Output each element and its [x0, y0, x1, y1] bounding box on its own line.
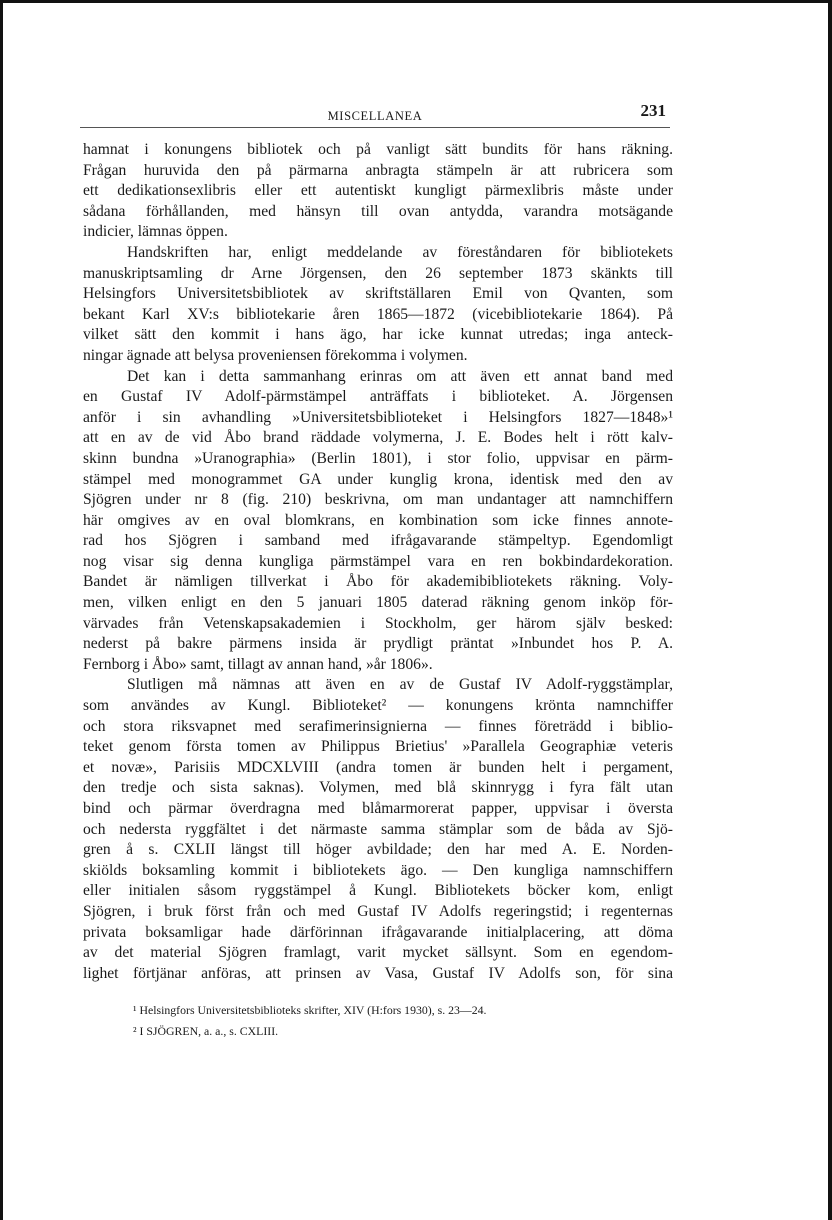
text-line: Handskriften har, enligt meddelande av föreståndaren för bibliotekets	[127, 243, 673, 261]
page-header	[80, 100, 670, 130]
text-line: privata boksamligar hade därförinnan ifrågavarande initialplacering, att döma	[83, 923, 673, 941]
text-line: skiölds boksamling kommit i bibliotekets ägo. — Den kungliga namnschiffern	[83, 861, 673, 879]
text-line: nog visar sig denna kungliga pärmstämpel vara en ren bokbindardekoration.	[83, 552, 673, 570]
page-number: 231	[640, 101, 666, 120]
footnote-1: ¹ Helsingfors Universitetsbiblioteks skrifter, XIV (H:fors 1930), s. 23—24.	[133, 1003, 487, 1017]
text-line: värvades från Vetenskapsakademien i Stockholm, ger härom själv besked:	[83, 614, 673, 632]
text-line: stämpel med monogrammet GA under kunglig krona, identisk med den av	[83, 470, 673, 488]
running-title: MISCELLANEA	[327, 109, 423, 123]
text-line: skinn bundna »Uranographia» (Berlin 1801), i stor folio, uppvisar en pärm-	[83, 449, 673, 467]
footnote-2: ² I SJÖGREN, a. a., s. CXLIII.	[133, 1024, 279, 1038]
text-line: et novæ», Parisiis MDCXLVIII (andra tomen är bunden helt i pergament,	[83, 758, 673, 776]
text-line: Frågan huruvida den på pärmarna anbragta stämpeln är att rubricera som	[83, 161, 673, 179]
text-line: av det material Sjögren framlagt, varit mycket sällsynt. Som en egendom-	[83, 944, 673, 962]
text-line: Bandet är nämligen tillverkat i Åbo för akademibibliotekets räkning. Voly-	[83, 573, 673, 591]
text-line: anför i sin avhandling »Universitetsbiblioteket i Helsingfors 1827—1848»¹	[83, 408, 673, 426]
text-line: Det kan i detta sammanhang erinras om att även ett annat band med	[127, 367, 673, 385]
text-line: och nedersta ryggfältet i det närmaste samma stämplar som de båda av Sjö-	[83, 820, 673, 838]
text-line: nederst på bakre pärmens insida är prydligt präntat »Inbundet hos P. A.	[83, 635, 673, 653]
footnotes	[83, 1000, 673, 1042]
text-line: ningar ägnade att belysa proveniensen förekomma i volymen.	[83, 346, 468, 364]
text-line: vilket sätt den kommit i hans ägo, har icke kunnat utredas; inga anteck-	[83, 326, 673, 344]
text-line: hamnat i konungens bibliotek och på vanligt sätt bundits för hans räkning.	[83, 141, 673, 158]
text-line: bekant Karl XV:s bibliotekarie åren 1865—1872 (vicebibliotekarie 1864). På	[83, 305, 673, 323]
text-line: teket genom första tomen av Philippus Brietius' »Parallela Geographiæ veteris	[83, 738, 673, 756]
text-line: men, vilken enligt en den 5 januari 1805 daterad räkning genom inköp för-	[83, 594, 673, 612]
text-line: och stora riksvapnet med serafimerinsignierna — finnes företrädd i biblio-	[83, 717, 673, 735]
text-line: gren å s. CXLII längst till höger avbildade; den har med A. E. Norden-	[83, 841, 673, 859]
text-line: Sjögren under nr 8 (fig. 210) beskrivna, om man undantager att namnchiffern	[83, 491, 673, 509]
text-line: Slutligen må nämnas att även en av de Gustaf IV Adolf-ryggstämplar,	[127, 676, 673, 694]
text-line: sådana förhållanden, med hänsyn till ovan antydda, varandra motsägande	[83, 202, 673, 220]
header-rule	[80, 127, 670, 128]
text-line: Fernborg i Åbo» samt, tillagt av annan hand, »år 1806».	[83, 655, 433, 673]
text-line: eller initialen såsom ryggstämpel å Kungl. Bibliotekets böcker kom, enligt	[83, 882, 673, 900]
text-line: manuskriptsamling dr Arne Jörgensen, den 26 september 1873 skänkts till	[83, 264, 673, 282]
text-line: den tredje och sista saknas). Volymen, med blå skinnrygg i fyra fält utan	[83, 779, 673, 797]
body-text	[83, 140, 673, 984]
text-line: Helsingfors Universitetsbibliotek av skriftställaren Emil von Qvanten, som	[83, 285, 673, 303]
text-line: som användes av Kungl. Biblioteket² — konungens krönta namnchiffer	[83, 697, 673, 715]
text-line: indicier, lämnas öppen.	[83, 223, 228, 241]
text-line: att en av de vid Åbo brand räddade volymerna, J. E. Bodes helt i rött kalv-	[83, 429, 673, 447]
text-line: en Gustaf IV Adolf-pärmstämpel anträffats i biblioteket. A. Jörgensen	[83, 388, 673, 406]
text-line: här omgives av en oval blomkrans, en kombination som icke finnes annote-	[83, 511, 673, 529]
text-line: lighet förtjänar anföras, att prinsen av Vasa, Gustaf IV Adolfs son, för sina	[83, 964, 673, 982]
text-line: ett dedikationsexlibris eller ett autentiskt kungligt pärmexlibris måste under	[83, 182, 673, 200]
text-line: Sjögren, i bruk först från och med Gustaf IV Adolfs regeringstid; i regenternas	[83, 902, 673, 920]
text-line: rad hos Sjögren i samband med ifrågavarande stämpeltyp. Egendomligt	[83, 532, 673, 550]
text-line: bind och pärmar överdragna med blåmarmorerat papper, uppvisar i översta	[83, 800, 673, 817]
